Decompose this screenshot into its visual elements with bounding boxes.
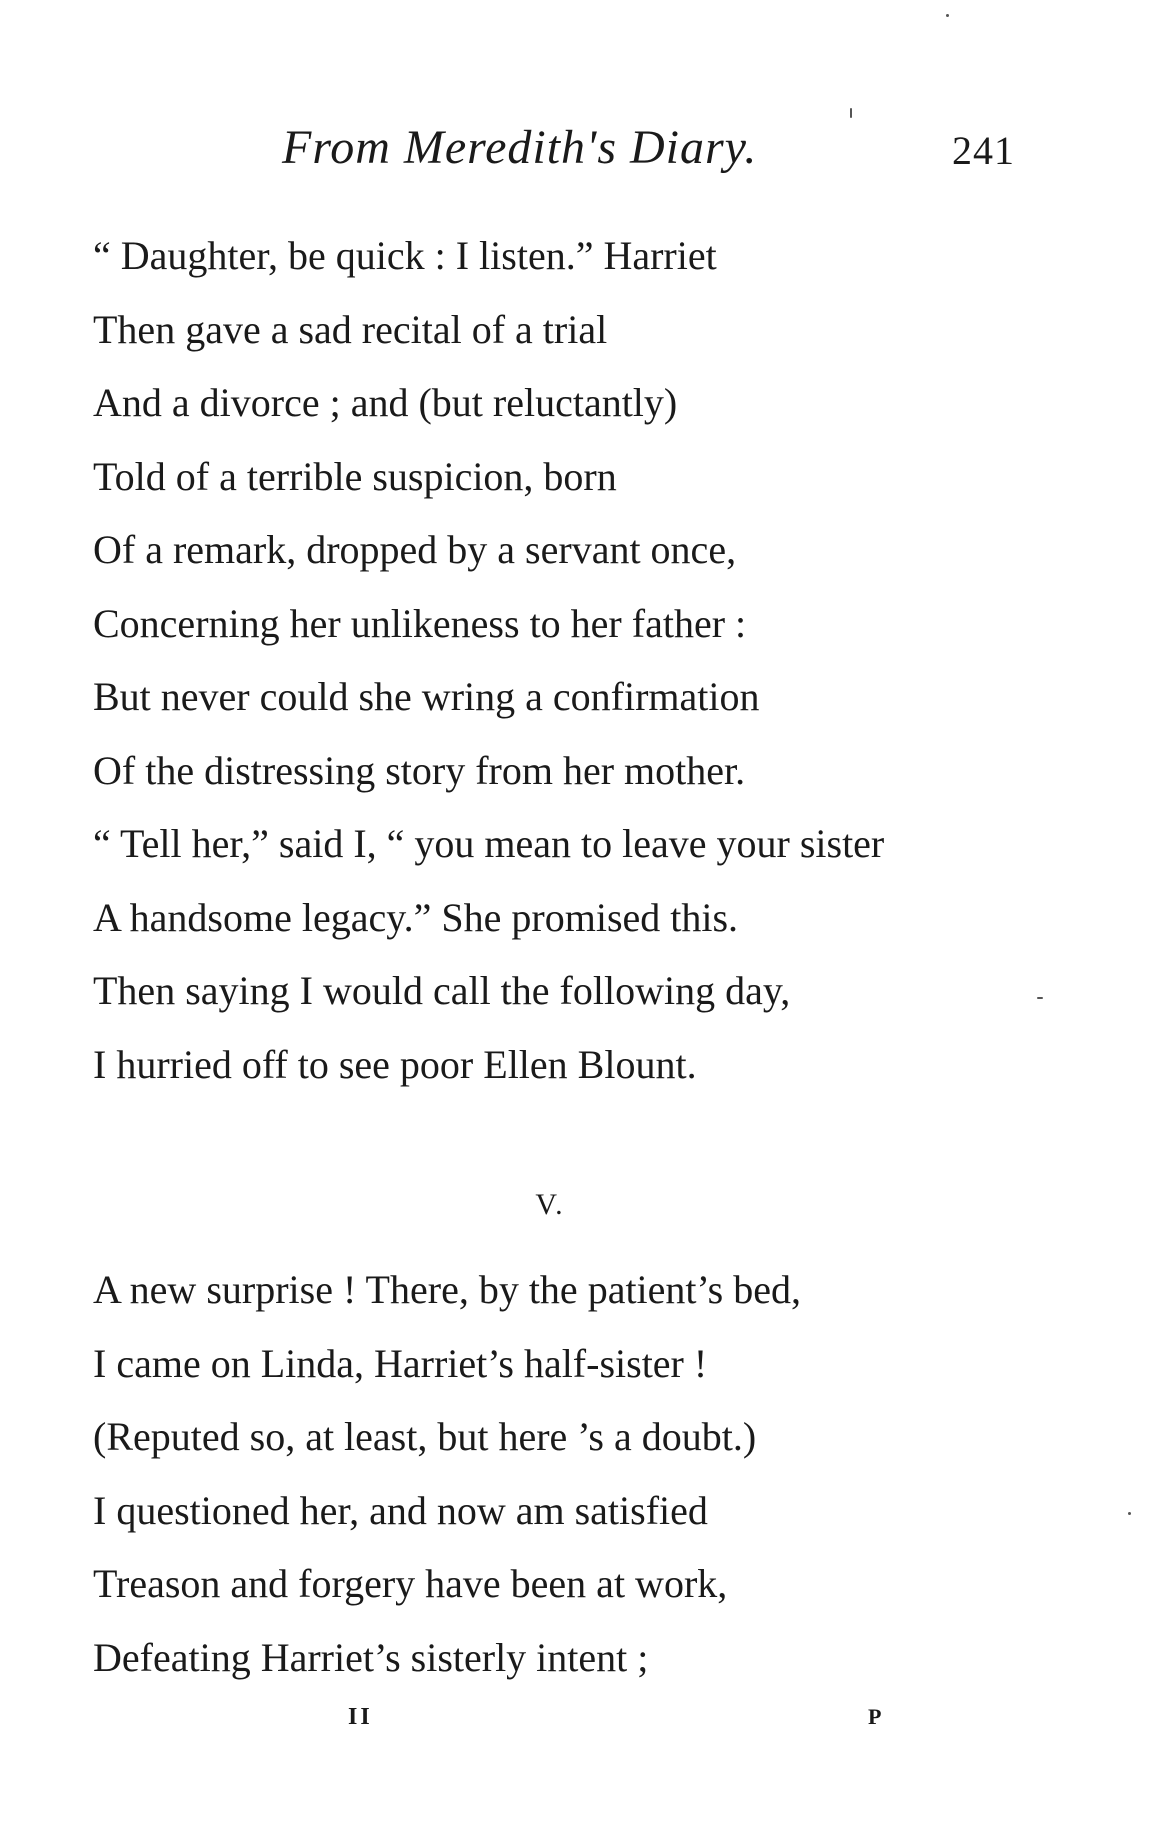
stanza-two — [93, 1262, 1093, 1703]
ink-speck — [946, 14, 949, 17]
verse-line: (Reputed so, at least, but here ’s a doubt.) — [93, 1414, 757, 1459]
section-number: V. — [535, 1188, 565, 1221]
verse-line: “ Daughter, be quick : I listen.” Harriet — [93, 233, 717, 278]
verse-line: Concerning her unlikeness to her father : — [93, 600, 747, 646]
ink-speck — [1128, 1512, 1131, 1515]
verse-line: “ Tell her,” said I, “ you mean to leave your sister — [93, 821, 885, 866]
verse-line: Of the distressing story from her mother. — [93, 747, 746, 793]
running-title: From Meredith's Diary. — [282, 121, 758, 174]
verse-line: Defeating Harriet’s sisterly intent ; — [93, 1634, 649, 1680]
verse-line: And a divorce ; and (but reluctantly) — [93, 380, 678, 425]
running-head — [0, 118, 1174, 178]
signature-mark-right: P — [868, 1704, 882, 1729]
verse-line: Told of a terrible suspicion, born — [93, 453, 617, 499]
verse-line: Then saying I would call the following day, — [93, 968, 791, 1013]
verse-line: I came on Linda, Harriet’s half-sister ! — [93, 1340, 708, 1386]
verse-line: A handsome legacy.” She promised this. — [93, 894, 739, 940]
page-number: 241 — [952, 128, 1015, 173]
verse-line: Of a remark, dropped by a servant once, — [93, 527, 737, 572]
signature-mark-left: II — [348, 1704, 373, 1730]
ink-speck — [850, 108, 852, 118]
verse-line: I hurried off to see poor Ellen Blount. — [93, 1041, 697, 1087]
verse-line: I questioned her, and now am satisfied — [93, 1487, 708, 1533]
verse-line: Then gave a sad recital of a trial — [93, 306, 608, 352]
stanza-one — [93, 228, 1093, 1110]
verse-line: Treason and forgery have been at work, — [93, 1561, 728, 1606]
signature-marks — [0, 1700, 1174, 1740]
verse-line: But never could she wring a confirmation — [93, 674, 760, 719]
ink-speck — [1037, 997, 1043, 999]
verse-line: A new surprise ! There, by the patient’s bed, — [93, 1267, 801, 1312]
